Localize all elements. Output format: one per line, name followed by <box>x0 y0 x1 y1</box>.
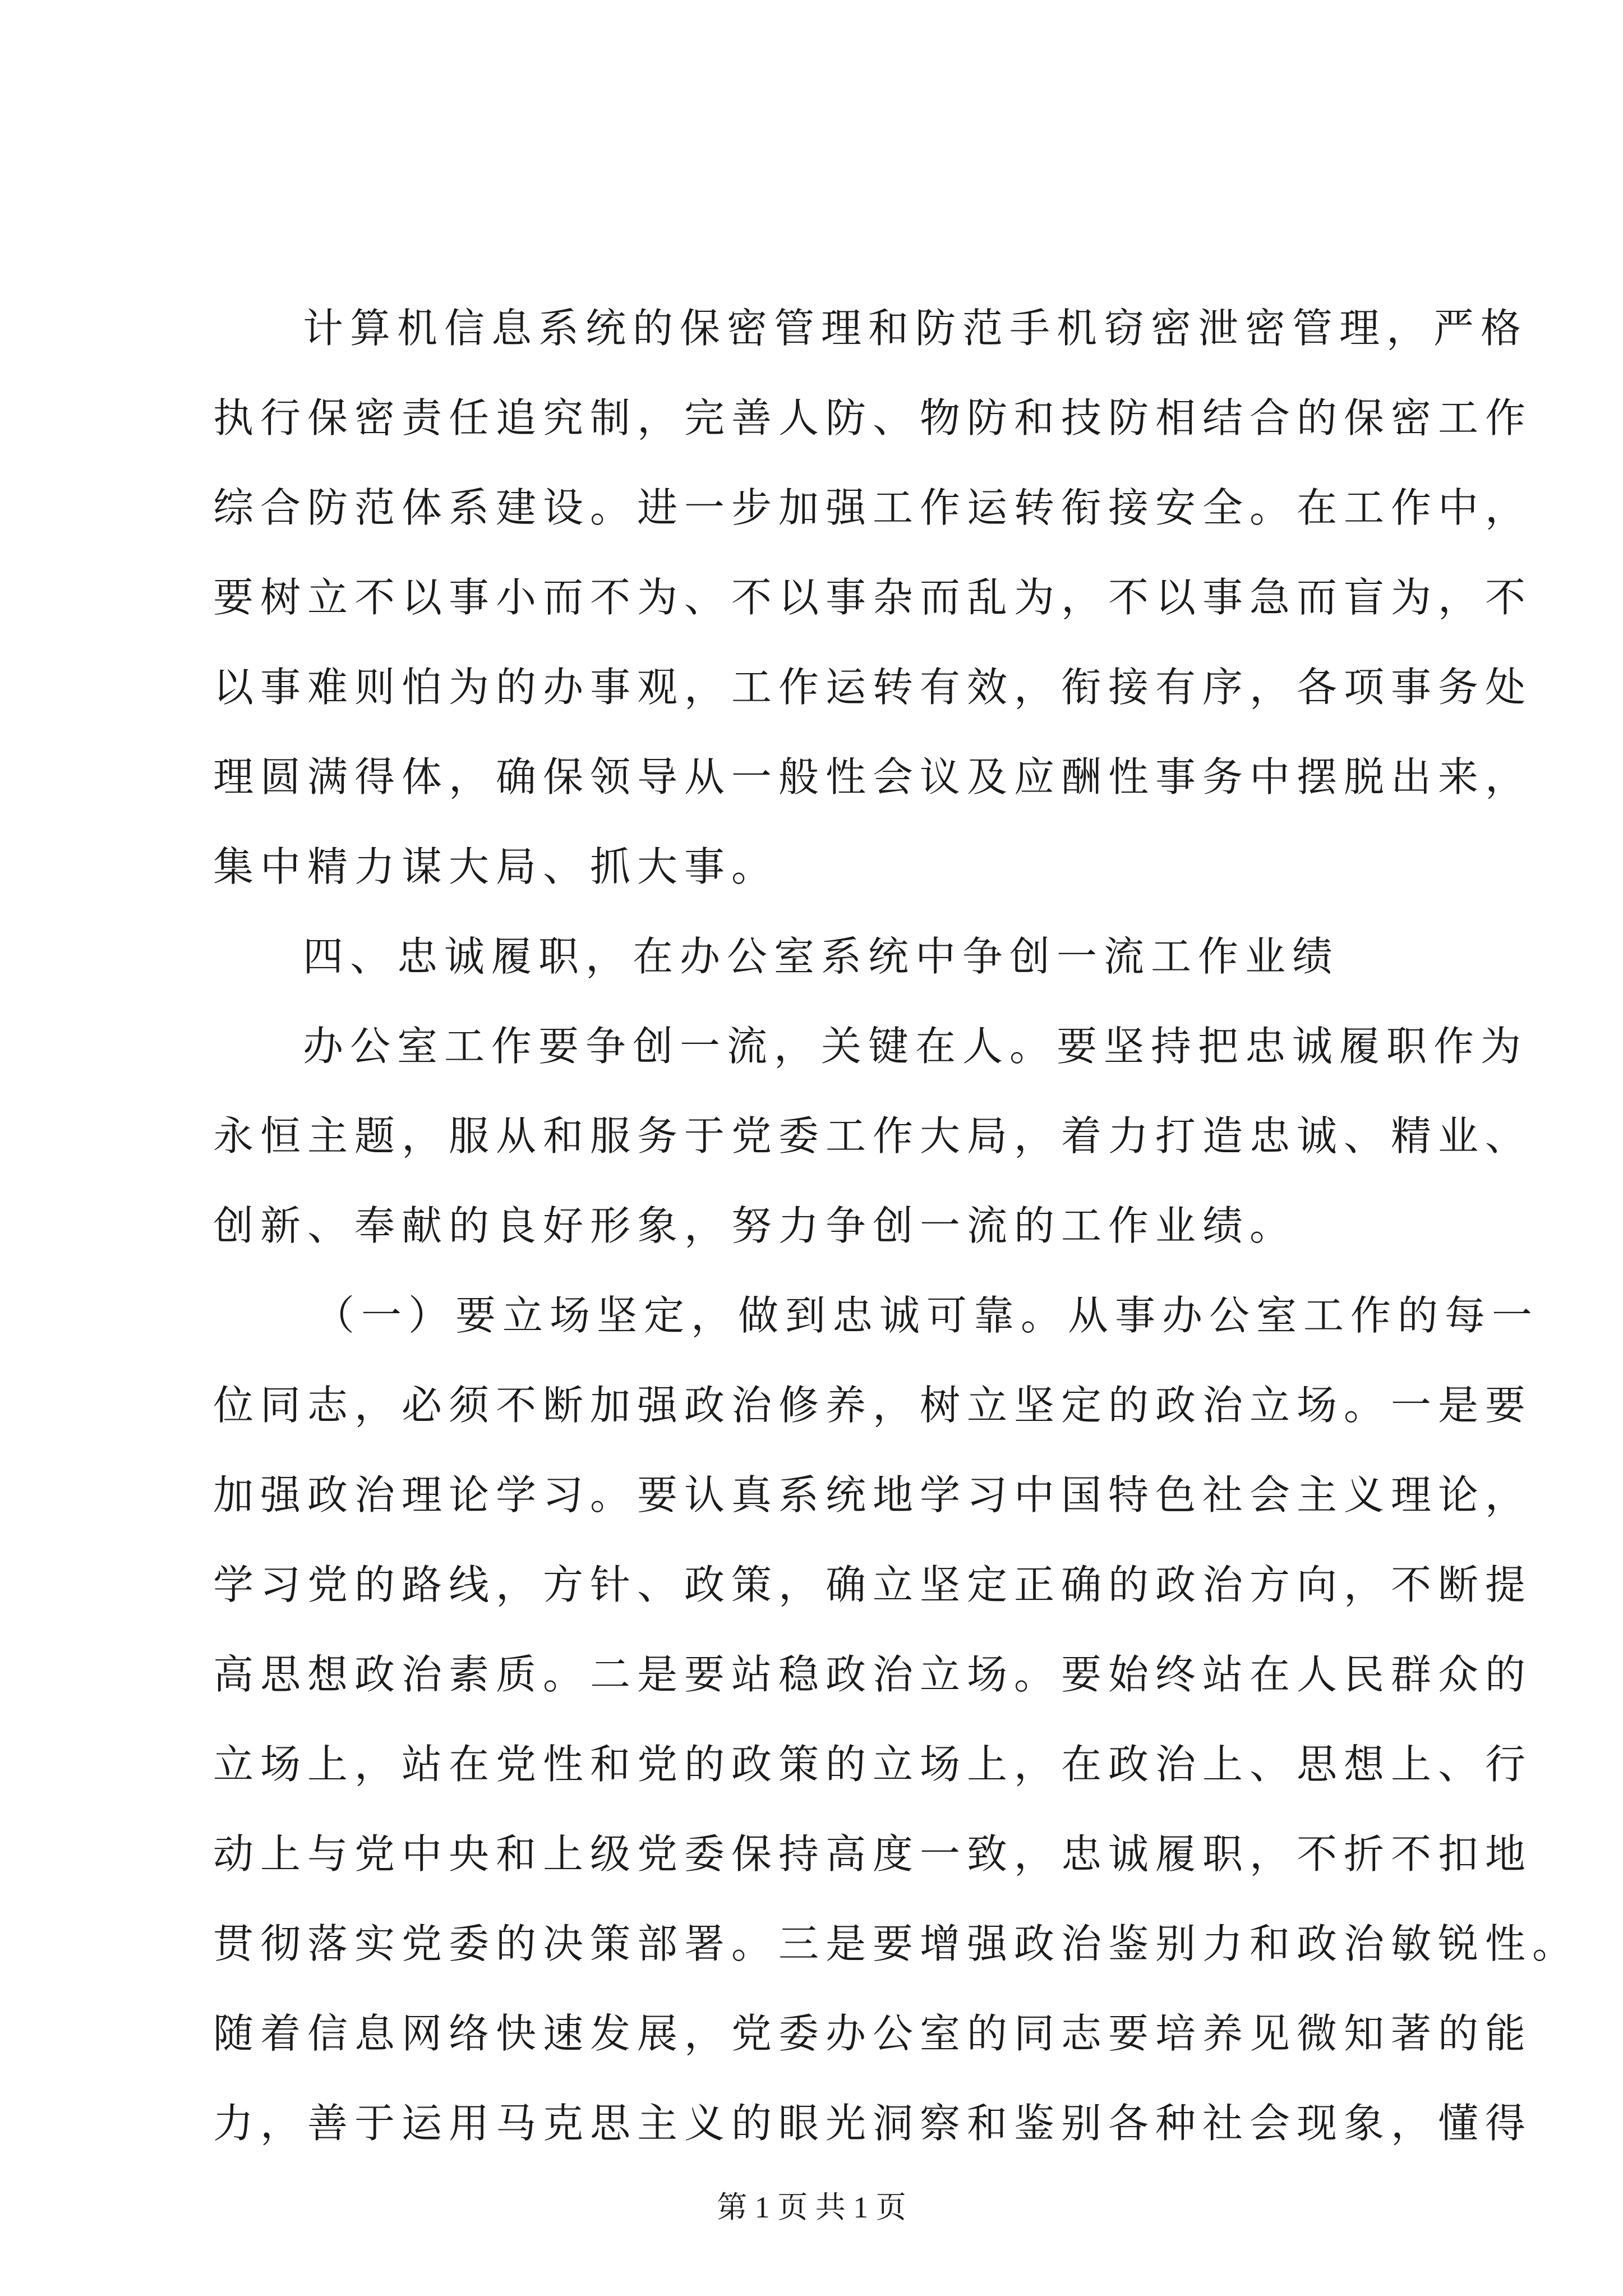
page-number-footer: 第 1 页 共 1 页 <box>717 2191 906 2224</box>
text-line: 立场上，站在党性和党的政策的立场上，在政治上、思想上、行 <box>213 1741 1533 1788</box>
text-line: 创新、奉献的良好形象，努力争创一流的工作业绩。 <box>213 1202 1297 1249</box>
text-line: 位同志，必须不断加强政治修养，树立坚定的政治立场。一是要 <box>213 1382 1533 1429</box>
text-line: 综合防范体系建设。进一步加强工作运转衔接安全。在工作中， <box>213 484 1533 531</box>
text-line: 贯彻落实党委的决策部署。三是要增强政治鉴别力和政治敏锐性。 <box>213 1920 1580 1967</box>
text-line: 办公室工作要争创一流，关键在人。要坚持把忠诚履职作为 <box>303 1023 1528 1070</box>
text-line: 力，善于运用马克思主义的眼光洞察和鉴别各种社会现象，懂得 <box>213 2100 1533 2147</box>
text-line: 加强政治理论学习。要认真系统地学习中国特色社会主义理论， <box>213 1471 1533 1519</box>
text-line: 学习党的路线，方针、政策，确立坚定正确的政治方向，不断提 <box>213 1561 1533 1608</box>
text-line: 动上与党中央和上级党委保持高度一致，忠诚履职，不折不扣地 <box>213 1830 1533 1878</box>
text-line: 要树立不以事小而不为、不以事杂而乱为，不以事急而盲为，不 <box>213 574 1533 621</box>
text-line: 计算机信息系统的保密管理和防范手机窃密泄密管理，严格 <box>303 305 1528 352</box>
text-line: 随着信息网络快速发展，党委办公室的同志要培养见微知著的能 <box>213 2010 1533 2057</box>
text-line: 集中精力谋大局、抓大事。 <box>213 843 779 890</box>
text-line: 以事难则怕为的办事观，工作运转有效，衔接有序，各项事务处 <box>213 664 1533 711</box>
section-heading: 四、忠诚履职，在办公室系统中争创一流工作业绩 <box>303 933 1340 980</box>
text-line: 执行保密责任追究制，完善人防、物防和技防相结合的保密工作 <box>213 394 1533 441</box>
text-line: 理圆满得体，确保领导从一般性会议及应酬性事务中摆脱出来， <box>213 753 1533 800</box>
subsection-heading: （一）要立场坚定，做到忠诚可靠。从事办公室工作的每一 <box>314 1292 1539 1339</box>
text-line: 高思想政治素质。二是要站稳政治立场。要始终站在人民群众的 <box>213 1651 1533 1698</box>
text-line: 永恒主题，服从和服务于党委工作大局，着力打造忠诚、精业、 <box>213 1112 1533 1159</box>
